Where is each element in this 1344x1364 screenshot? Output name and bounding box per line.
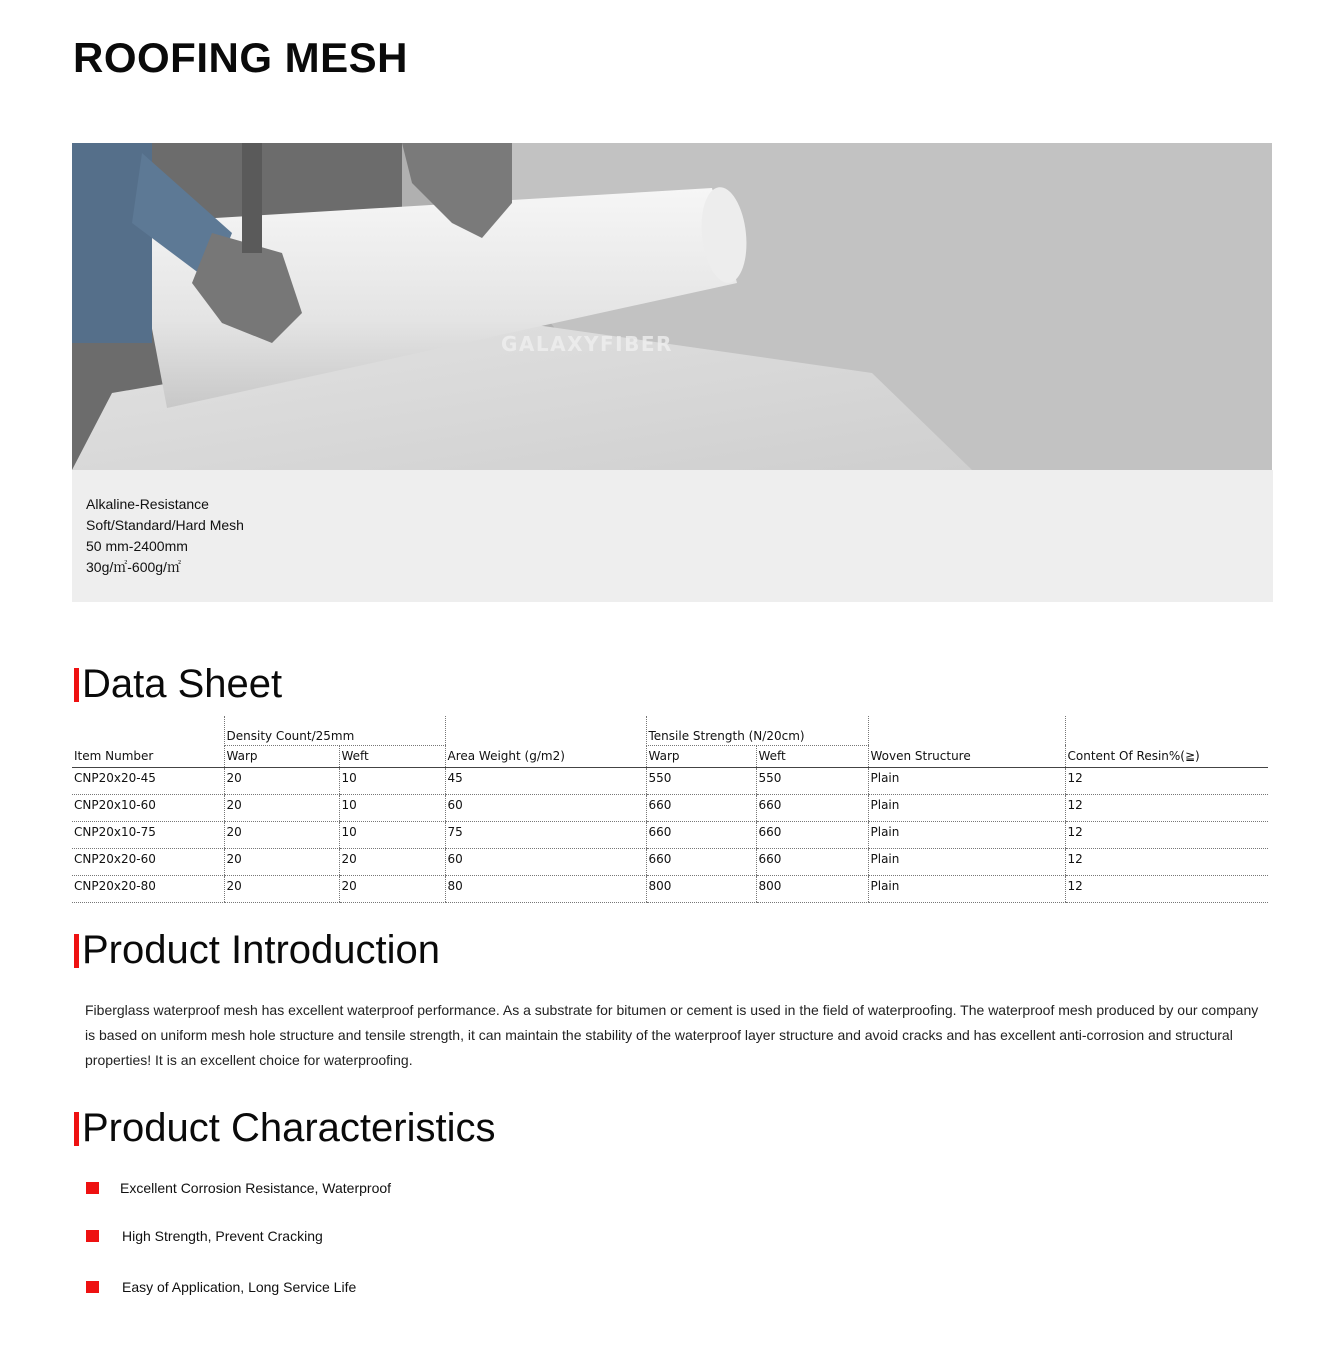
table-cell: Plain [868,821,1065,848]
table-cell: 10 [339,767,445,794]
table-cell: 12 [1065,848,1268,875]
table-cell: 800 [756,875,868,902]
table-header-group-tensile: Tensile Strength (N/20cm) [646,716,868,745]
characteristic-item [86,1228,323,1244]
table-header-woven-structure: Woven Structure [868,745,1065,767]
table-header-tensile-warp: Warp [646,745,756,767]
table-header-group-row [72,716,1268,745]
table-row [72,848,1268,875]
data-sheet-table [72,716,1268,903]
spec-line: 30g/㎡-600g/㎡ [86,559,181,575]
table-cell: 550 [646,767,756,794]
table-cell: 10 [339,821,445,848]
table-cell: 12 [1065,821,1268,848]
table-cell: CNP20x20-80 [72,875,224,902]
spec-line: Alkaline-Resistance [86,496,209,512]
table-row [72,794,1268,821]
table-row [72,821,1268,848]
table-cell: CNP20x10-75 [72,821,224,848]
table-cell: 20 [224,794,339,821]
table-cell: 550 [756,767,868,794]
section-accent-bar [74,1112,79,1146]
table-header-cell [72,716,224,745]
section-title-text: Product Characteristics [82,1106,496,1150]
characteristic-text: High Strength, Prevent Cracking [122,1228,323,1244]
table-cell: 660 [646,821,756,848]
table-cell: 60 [445,794,646,821]
table-header-cell [445,716,646,745]
table-header-row [72,745,1268,767]
table-cell: 60 [445,848,646,875]
spec-line: Soft/Standard/Hard Mesh [86,517,244,533]
section-accent-bar [74,934,79,968]
square-bullet-icon [86,1182,99,1194]
table-cell: Plain [868,875,1065,902]
spec-line: 50 mm-2400mm [86,538,188,554]
table-header-item-number: Item Number [72,745,224,767]
characteristic-text: Excellent Corrosion Resistance, Waterproof [120,1180,392,1196]
table-header-tensile-weft: Weft [756,745,868,767]
characteristic-text: Easy of Application, Long Service Life [122,1279,357,1295]
table-cell: 75 [445,821,646,848]
spec-summary [72,470,1273,602]
table-header-warp: Warp [224,745,339,767]
square-bullet-icon [86,1281,99,1293]
product-image [72,143,1272,470]
table-cell: Plain [868,767,1065,794]
section-title-data-sheet [74,662,282,707]
table-cell: 45 [445,767,646,794]
table-cell: 20 [224,821,339,848]
table-cell: 12 [1065,794,1268,821]
table-cell: 660 [756,821,868,848]
table-row [72,767,1268,794]
table-header-resin-content: Content Of Resin%(≧) [1065,745,1268,767]
table-cell: Plain [868,848,1065,875]
section-title-text: Data Sheet [82,662,283,706]
table-cell: 20 [339,875,445,902]
characteristic-item [86,1279,356,1295]
section-title-product-characteristics [74,1106,495,1151]
page-title: ROOFING MESH [73,34,409,81]
table-cell: 12 [1065,767,1268,794]
table-cell: CNP20x10-60 [72,794,224,821]
table-cell: 660 [646,848,756,875]
table-header-group-density: Density Count/25mm [224,716,445,745]
table-cell: 80 [445,875,646,902]
section-title-text: Product Introduction [82,928,440,972]
table-cell: Plain [868,794,1065,821]
table-cell: 660 [756,848,868,875]
table-cell: 660 [646,794,756,821]
table-cell: 660 [756,794,868,821]
table-cell: 10 [339,794,445,821]
table-cell: CNP20x20-60 [72,848,224,875]
table-cell: CNP20x20-45 [72,767,224,794]
table-cell: 800 [646,875,756,902]
table-cell: 20 [224,848,339,875]
table-cell: 20 [339,848,445,875]
product-introduction-text: Fiberglass waterproof mesh has excellent waterproof performance. As a substrate for bitumen or cement is used in the field of waterproofing. The waterproof mesh produced by our company is based on uniform mesh hole structure and tensile strength, it can maintain the stability of the waterproof layer structure and avoid cracks and has excellent anti-corrosion and structural properties! It is an excellent choice for waterproofing. [85,1002,1259,1068]
section-accent-bar [74,668,79,702]
table-header-cell [868,716,1065,745]
characteristic-item [86,1180,391,1196]
product-photo-illustration [72,143,1272,470]
section-title-product-introduction [74,928,440,973]
table-header-area-weight: Area Weight (g/m2) [445,745,646,767]
table-row [72,875,1268,902]
table-cell: 12 [1065,875,1268,902]
table-header-weft: Weft [339,745,445,767]
table-header-cell [1065,716,1268,745]
table-cell: 20 [224,767,339,794]
watermark-logo: GALAXYFIBER [501,332,673,356]
square-bullet-icon [86,1230,99,1242]
table-cell: 20 [224,875,339,902]
